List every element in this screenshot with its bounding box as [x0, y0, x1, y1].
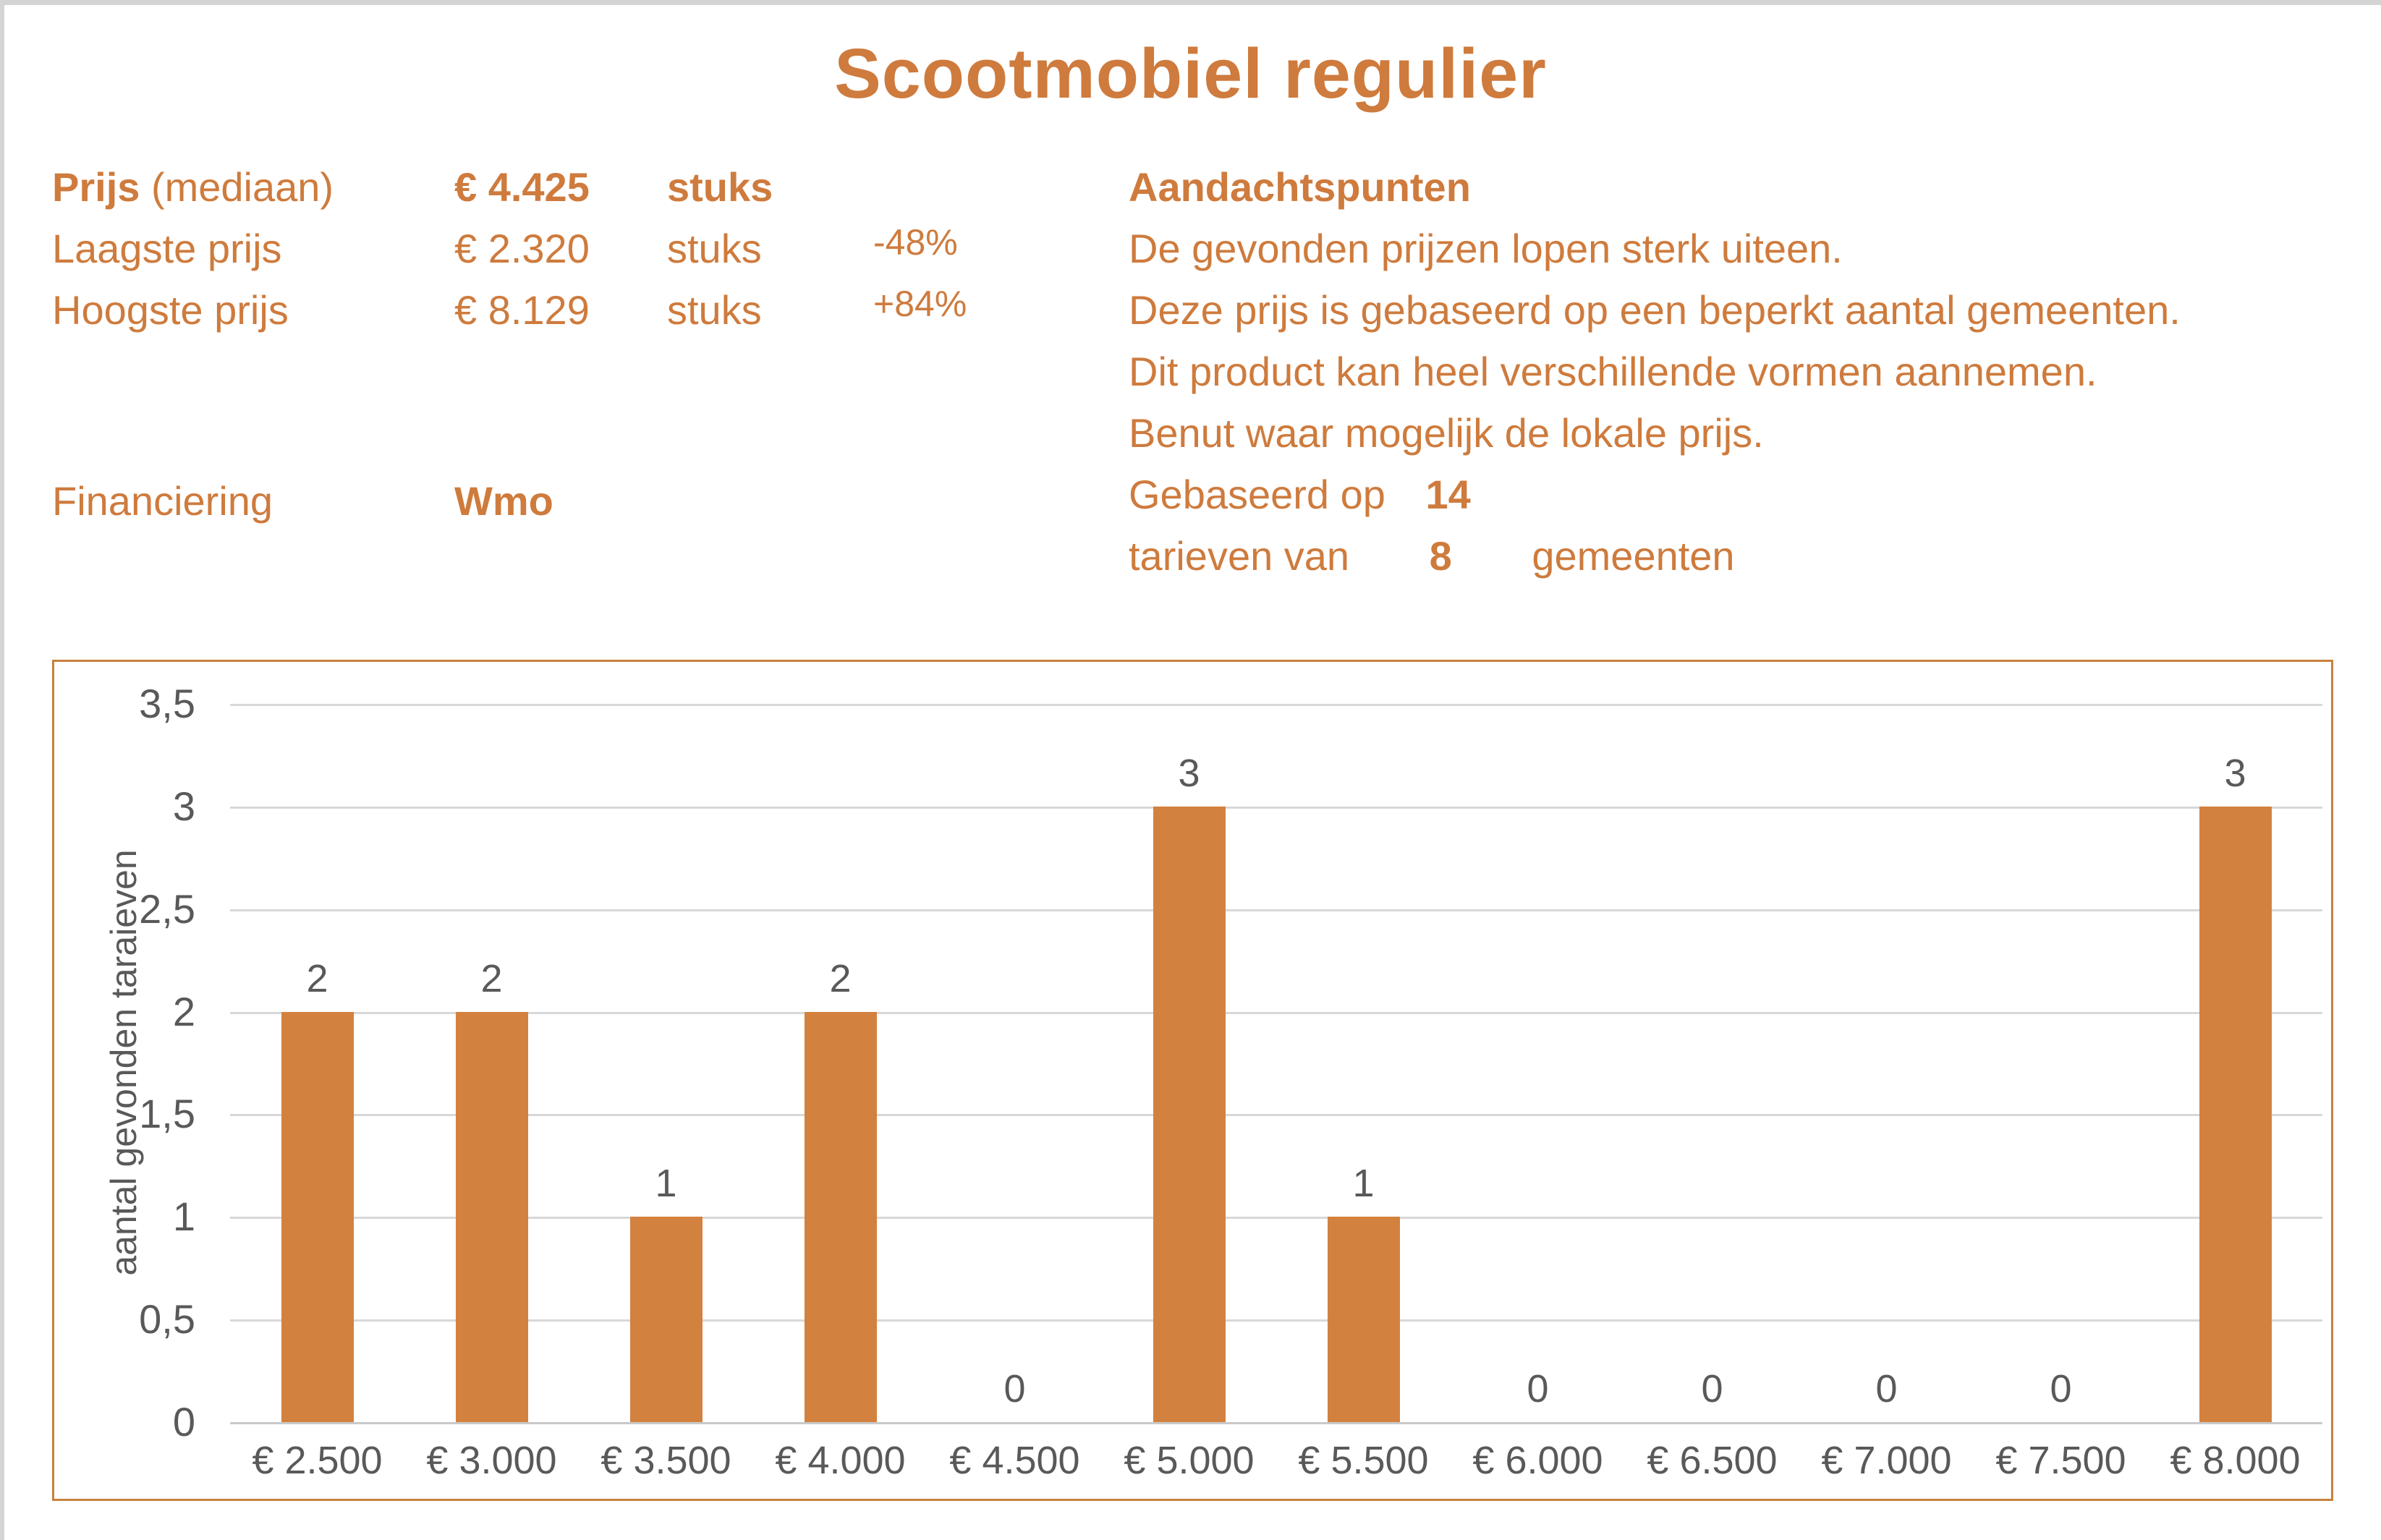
financing-label: Financiering [52, 478, 273, 524]
lowest-price-value: € 2.320 [454, 226, 590, 271]
based-on-line [1129, 464, 2373, 525]
y-tick-label: 2,5 [139, 885, 195, 932]
attention-point: De gevonden prijzen lopen sterk uiteen. [1129, 226, 1843, 271]
y-tick-label: 1 [172, 1194, 195, 1240]
bar-value-label: 2 [480, 956, 503, 1000]
window-top-edge [0, 0, 2381, 5]
price-median-label: Prijs (mediaan) [52, 164, 334, 210]
x-tick-label: € 7.500 [1995, 1439, 2126, 1482]
attention-points [1129, 156, 2373, 587]
x-axis-line [230, 1422, 2322, 1424]
based-on-prefix: Gebaseerd op [1129, 472, 1385, 517]
bar-slot [579, 704, 753, 1422]
attention-point: Deze prijs is gebaseerd op een beperkt aantal gemeenten. [1129, 287, 2181, 333]
y-axis-ticks [54, 681, 230, 1445]
x-tick-label: € 5.000 [1124, 1439, 1255, 1482]
x-tick-label: € 5.500 [1298, 1439, 1429, 1482]
x-tick-label: € 2.500 [252, 1439, 383, 1482]
bar-slot [1276, 704, 1451, 1422]
bar-slot [230, 704, 404, 1422]
bar-value-label: 0 [2050, 1367, 2072, 1411]
bar [456, 1012, 528, 1422]
financing-value: Wmo [454, 478, 553, 524]
bar [1328, 1217, 1400, 1422]
bar-slot [1625, 704, 1799, 1422]
bar-value-label: 0 [1527, 1367, 1549, 1411]
x-tick-label: € 3.000 [426, 1439, 557, 1482]
y-axis-title: aantal gevonden taraieven [103, 849, 144, 1276]
bar-slot [1799, 704, 1974, 1422]
bar-slot [2148, 704, 2322, 1422]
bar-chart [52, 660, 2333, 1501]
bar [2199, 807, 2272, 1422]
bar-value-label: 0 [1003, 1367, 1026, 1411]
price-median-unit: stuks [667, 164, 773, 210]
x-tick-label: € 6.500 [1647, 1439, 1778, 1482]
bar-value-label: 1 [655, 1162, 677, 1206]
bar-slot [1102, 704, 1276, 1422]
bar [805, 1012, 877, 1422]
x-axis [230, 1438, 2322, 1489]
bar-value-label: 0 [1701, 1367, 1723, 1411]
bar-slot [1451, 704, 1625, 1422]
financing-row [52, 470, 1101, 532]
bar-value-label: 1 [1352, 1162, 1375, 1206]
window-left-edge [0, 0, 4, 1540]
highest-price-pct: +84% [873, 284, 967, 324]
based-on-count: 14 [1425, 472, 1471, 517]
bar-slot [928, 704, 1102, 1422]
bar-value-label: 2 [306, 956, 328, 1000]
y-tick-label: 0 [172, 1399, 195, 1445]
lowest-price-row [52, 218, 1101, 279]
x-tick-label: € 6.000 [1472, 1439, 1603, 1482]
highest-price-label: Hoogste prijs [52, 287, 289, 333]
price-median-value: € 4.425 [454, 164, 590, 210]
plot-area [230, 704, 2322, 1422]
price-median-row [52, 156, 1101, 218]
x-tick-label: € 3.500 [600, 1439, 731, 1482]
x-tick-label: € 4.000 [775, 1439, 906, 1482]
x-tick-label: € 7.000 [1821, 1439, 1952, 1482]
bar-slot [404, 704, 579, 1422]
lowest-price-label: Laagste prijs [52, 226, 282, 271]
y-tick-label: 3 [172, 783, 195, 829]
bar [630, 1217, 703, 1422]
highest-price-unit: stuks [667, 287, 762, 333]
bar-value-label: 2 [829, 956, 852, 1000]
bar [1153, 807, 1226, 1422]
attention-point: Benut waar mogelijk de lokale prijs. [1129, 410, 1764, 456]
lowest-price-unit: stuks [667, 226, 762, 271]
y-tick-label: 2 [172, 988, 195, 1034]
price-summary [52, 156, 1101, 341]
attention-points-heading: Aandachtspunten [1129, 164, 1471, 210]
bar-slot [753, 704, 928, 1422]
y-tick-label: 1,5 [139, 1091, 195, 1137]
bar-value-label: 3 [1178, 751, 1200, 795]
y-tick-label: 3,5 [139, 681, 195, 726]
bar-value-label: 0 [1875, 1367, 1898, 1411]
page-title: Scootmobiel regulier [834, 34, 1547, 113]
tariffs-prefix: tarieven van [1129, 533, 1350, 579]
municipalities-label: gemeenten [1532, 533, 1735, 579]
highest-price-row [52, 279, 1101, 341]
bar-value-label: 3 [2224, 751, 2246, 795]
x-tick-label: € 4.500 [949, 1439, 1080, 1482]
tariffs-line [1129, 525, 2373, 587]
highest-price-value: € 8.129 [454, 287, 590, 333]
x-tick-label: € 8.000 [2170, 1439, 2301, 1482]
lowest-price-pct: -48% [873, 222, 958, 263]
bar-slot [1974, 704, 2148, 1422]
attention-point: Dit product kan heel verschillende vormen aannemen. [1129, 349, 2097, 394]
bar [281, 1012, 354, 1422]
y-tick-label: 0,5 [139, 1296, 195, 1343]
municipalities-count: 8 [1429, 533, 1452, 579]
